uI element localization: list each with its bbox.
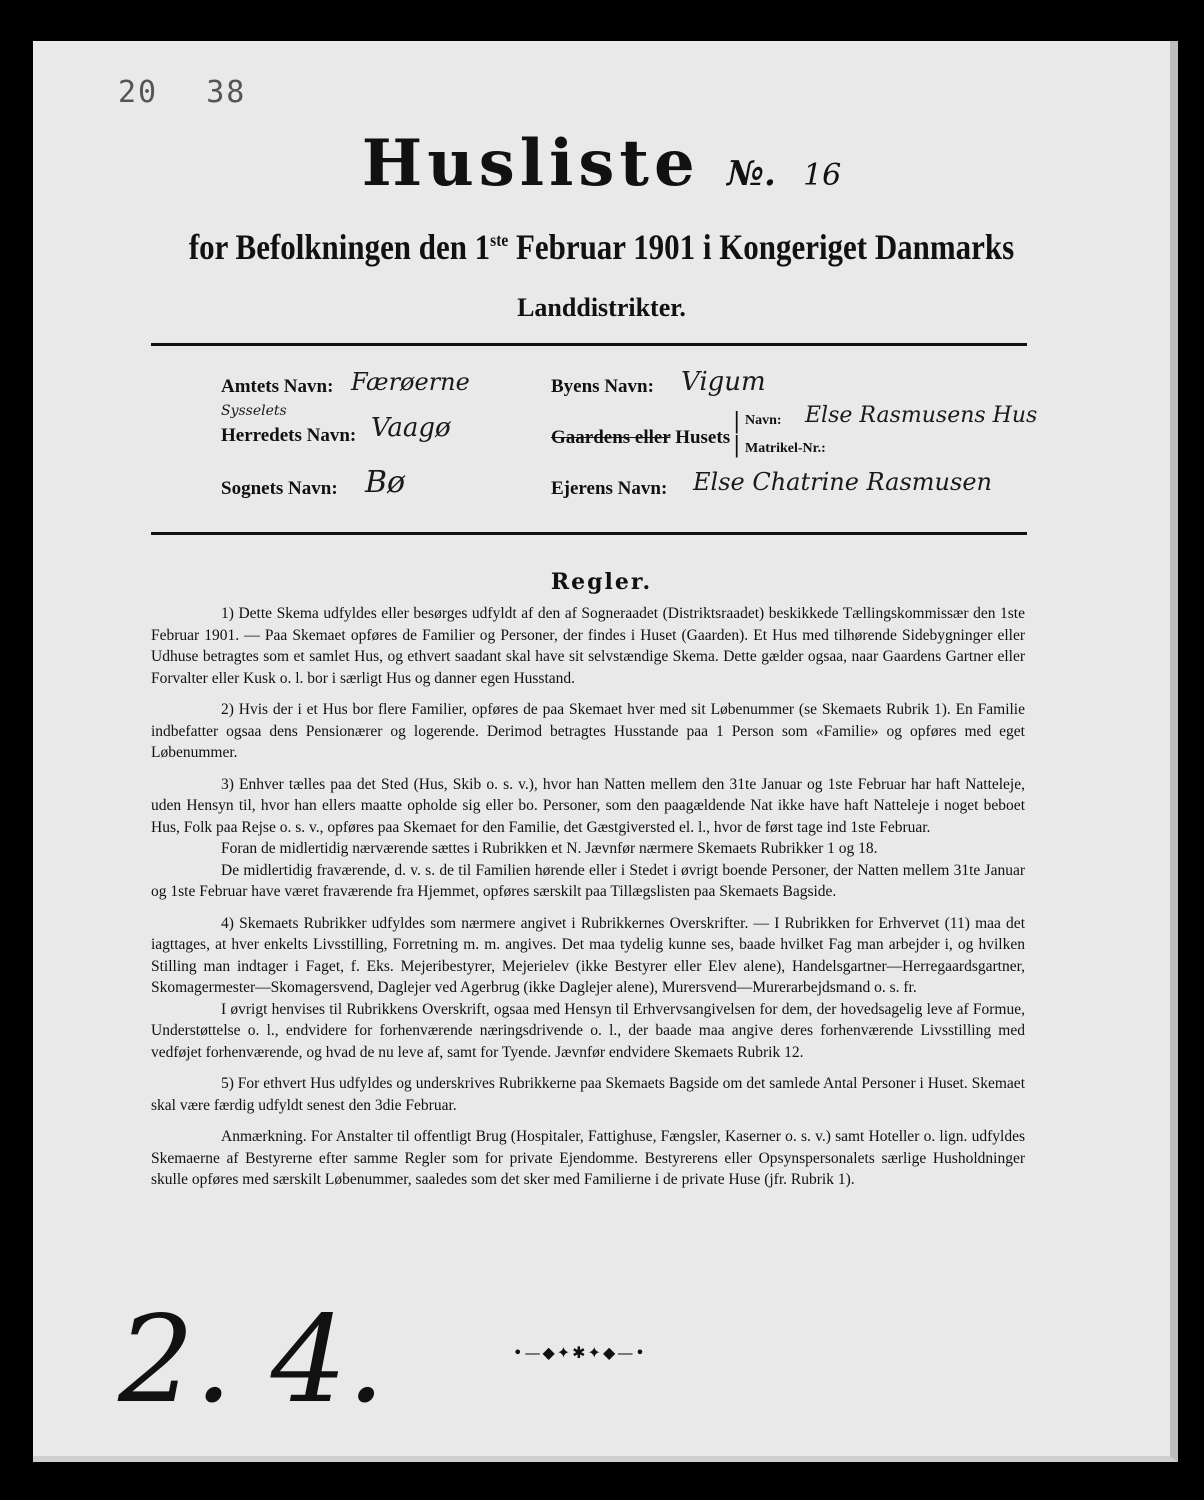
byens-value: Vigum (681, 367, 766, 397)
corner-numbers (118, 75, 274, 110)
sogn-value: Bø (365, 465, 406, 500)
navn-label: Navn: (745, 413, 782, 428)
census-form-page (33, 41, 1178, 1462)
rule-paragraph-1: 1) Dette Skema udfyldes eller besørges udfyldt af den af Sogneraadet (Distriktsraadet) beskikkede Tællingskommissær den 1ste Februar 1901. — Paa Skemaet opføres de Familier og Personer, der findes i Huset (Gaarden). Et Hus med tilhørende Sidebygninger eller Udhuse betragtes som et samlet Hus, og ethvert saadant skal have sit selvstændige Skema. Dette gælder ogsaa, naar Gaardens Gartner eller Forvalter eller Kusk o. l. bor i særligt Hus og danner egen Husstand. (151, 605, 1025, 687)
form-subtitle-2: Landdistrikter. (517, 293, 686, 322)
sysselets-handwritten: Sysselets (221, 403, 287, 419)
rule-paragraph-3c: De midlertidig fraværende, d. v. s. de til Familien hørende eller i Stedet i øvrigt boende Personer, der Natten mellem 31te Januar og 1ste Februar have været fraværende fra Hjemmet, opføres særskilt paa Tillægslisten paa Skemaets Bagside. (151, 861, 1025, 900)
middle-divider (151, 532, 1027, 535)
form-subtitle (113, 226, 1091, 268)
top-divider (151, 343, 1027, 346)
subtitle-pre: for Befolkningen den 1 (188, 227, 491, 267)
byens-label: Byens Navn: (551, 376, 654, 397)
husets-label-text: Husets (675, 427, 731, 448)
amt-value: Færøerne (351, 368, 470, 396)
form-title (33, 126, 1170, 201)
rule-note: Anmærkning. For Anstalter til offentligt Brug (Hospitaler, Fattighuse, Fængsler, Kaserner o. s. v.) samt Hoteller o. lign. udfyldes Skemaerne af Bestyrerne efter samme Regler som for private Ejendomme. Bestyrerens eller Opsynspersonalets særlige Husholdninger skulle opføres med særskilt Løbenummer, saaledes som det sker med Familierne i de private Huse (jfr. Rubrik 1). (151, 1128, 1025, 1188)
matrikel-label: Matrikel-Nr.: (745, 441, 826, 456)
title-text: Husliste (361, 126, 700, 201)
corner-number-2: 38 (206, 75, 247, 110)
navn-value: Else Rasmusens Hus (805, 403, 1038, 428)
rule-paragraph-5: 5) For ethvert Hus udfyldes og underskrives Rubrikkerne paa Skemaets Bagside om det samlede Antal Personer i Huset. Skemaet skal være færdig udfyldt senest den 3die Februar. (151, 1075, 1025, 1114)
rule-paragraph-4: 4) Skemaets Rubrikker udfyldes som nærmere angivet i Rubrikkernes Overskrifter. — I Rubrikken for Erhvervet (11) maa det iagttages, at hver enkelts Livsstilling, Forretning m. m. angives. Det maa tydelig kunne ses, baade hvilket Fag man arbejder i, og hvilken Stilling man indtager i Faget, f. Eks. Mejeribestyrer, Mejerielev (ikke Bestyrer eller Elev alene), Handelsgartner—Herregaardsgartner, Skomagermester—Skomagersvend, Daglejer ved Agerbrug (ikke Daglejer alene), Murersvend—Murerarbejdsmand o. s. fr. (151, 914, 1025, 996)
rule-paragraph-4b: I øvrigt henvises til Rubrikkens Overskrift, ogsaa med Hensyn til Erhvervsangivelsen for dem, der hovedsagelig leve af Formue, Understøttelse o. l., endvidere for forhenværende næringsdrivende o. l., der baade maa angive deres forhenværende Livsstilling med vedføjet forhenværende, og hvad de nu leve af, samt for Tyende. Jævnfør endvidere Skemaets Rubrik 12. (151, 1000, 1025, 1061)
sogn-label: Sognets Navn: (221, 478, 338, 499)
rules-text (151, 603, 1025, 1201)
brace-bar-top: | (733, 409, 741, 434)
herred-value: Vaagø (371, 413, 451, 443)
ejer-label: Ejerens Navn: (551, 478, 668, 499)
husets-label-struck: Gaardens eller (551, 427, 671, 448)
corner-number-1: 20 (118, 75, 159, 110)
number-label: №. (726, 154, 776, 194)
herred-label: Herredets Navn: (221, 425, 357, 446)
subtitle-post: Februar 1901 i Kongeriget Danmarks (508, 227, 1015, 267)
amt-label: Amtets Navn: (221, 376, 334, 397)
ejer-value: Else Chatrine Rasmusen (693, 468, 992, 496)
number-value: 16 (803, 158, 842, 193)
husets-label (551, 427, 730, 449)
rules-heading: Regler. (550, 569, 653, 595)
handwritten-note: 2. 4. (118, 1291, 386, 1430)
rule-paragraph-2: 2) Hvis der i et Hus bor flere Familier, opføres de paa Skemaet hver med sit Løbenummer (se Skemaets Rubrik 1). En Familie indbefatter ogsaa dens Pensionærer og logerende. Derimod betragtes Husstande paa 1 Person som «Familie» og opføres med eget Løbenummer. (151, 701, 1025, 761)
subtitle-sup: ste (490, 230, 509, 250)
ornament-divider: •—◆✦✱✦◆—• (513, 1343, 647, 1362)
rule-paragraph-3b: Foran de midlertidig nærværende sættes i Rubrikken et N. Jævnfør nærmere Skemaets Rubrikker 1 og 18. (221, 840, 878, 857)
rule-paragraph-3: 3) Enhver tælles paa det Sted (Hus, Skib o. s. v.), hvor han Natten mellem den 31te Januar og 1ste Februar har haft Natteleje, uden Hensyn til, hvor han ellers maatte opholde sig eller bo. Personer, som den paagældende Nat ikke have haft Natteleje i noget beboet Hus, Folk paa Rejse o. s. v., opføres paa Skemaet for den Familie, det Gæstgiversted el. l., hvor de først tage ind 1ste Februar. (151, 775, 1025, 836)
brace-bar-bottom: | (733, 433, 741, 458)
